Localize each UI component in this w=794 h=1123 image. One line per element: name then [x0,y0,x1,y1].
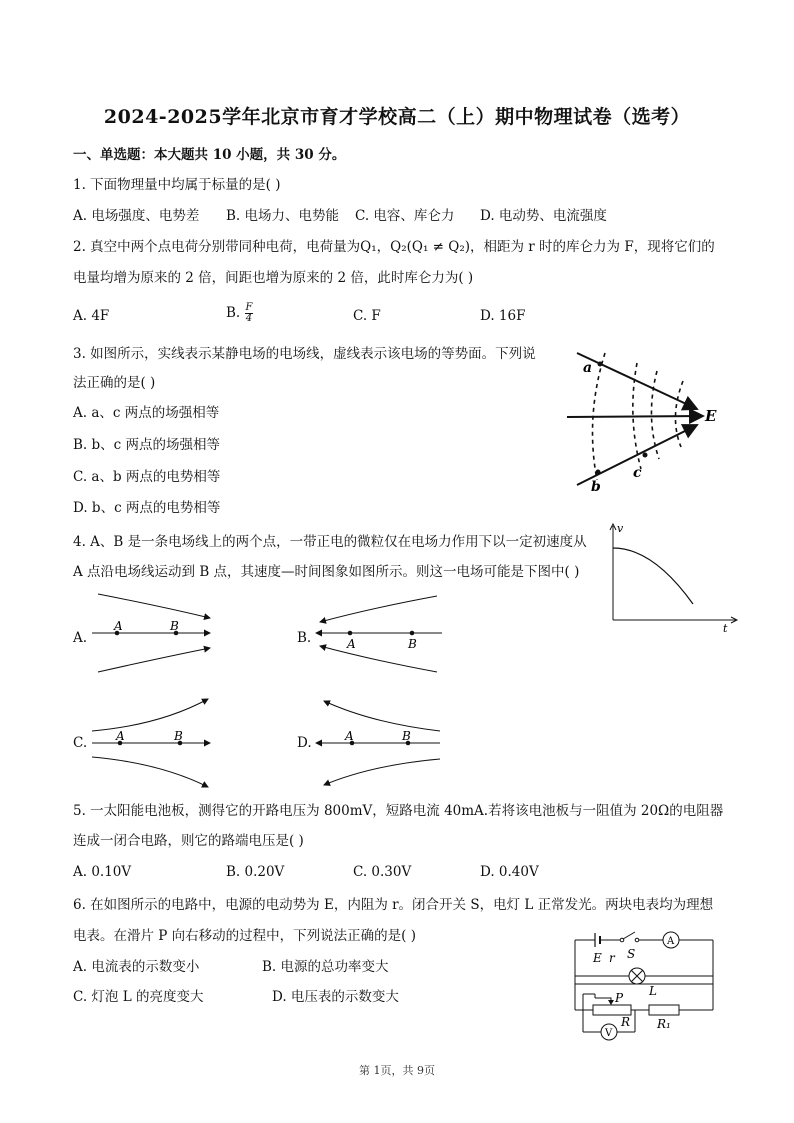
q3-option-a: A. a、c 两点的场强相等 [73,405,220,421]
q1-option-d: D. 电动势、电流强度 [480,208,607,224]
q3-option-b: B. b、c 两点的场强相等 [73,437,220,453]
equipotential-3 [651,371,659,459]
label-b: b [591,479,601,495]
ammeter-label: A [667,936,675,947]
q4-option-a-figure [90,590,220,680]
q4-stem-line2: A 点沿电场线运动到 B 点，其速度—时间图象如图所示。则这一电场可能是下图中( ) [73,564,580,580]
label-a: a [583,360,593,376]
q1-option-c: C. 电容、库仑力 [355,208,455,224]
q4b-point-A: A [347,637,356,651]
q2-option-b [226,303,253,324]
rheostat-R [593,1005,631,1015]
q4-option-d-label: D. [297,735,312,751]
q5-stem-line1: 5. 一太阳能电池板，测得它的开路电压为 800mV，短路电流 40mA.若将该电池板与一阻值为 20Ω的电阻器 [73,803,724,819]
page-footer: 第 1页，共 9页 [359,1064,435,1077]
q4-option-b-figure [312,590,447,680]
q4a-point-A: A [114,619,123,633]
q2-option-d: D. 16F [480,308,526,324]
q4c-point-A: A [116,729,125,743]
label-R: R [621,1015,631,1029]
q3-stem-line1: 3. 如图所示，实线表示某静电场的电场线，虚线表示该电场的等势面。下列说 [73,346,536,362]
label-R1: R₁ [657,1017,671,1031]
q4b-point-B: B [408,637,417,651]
label-S: S [627,947,636,961]
q1-option-a: A. 电场强度、电势差 [73,208,200,224]
q4-stem-line1: 4. A、B 是一条电场线上的两个点，一带正电的微粒仅在电场力作用下以一定初速度从 [73,534,587,550]
q2-option-c: C. F [353,308,381,324]
q5-option-c: C. 0.30V [353,864,412,880]
q6-option-b: B. 电源的总功率变大 [262,959,389,975]
q2-stem-line1: 2. 真空中两个点电荷分别带同种电荷，电荷量为Q₁，Q₂(Q₁ ≠ Q₂)，相距为 r 时的库仑力为 F，现将它们的 [73,239,715,255]
q4d-point-A: A [345,729,354,743]
page-title: 2024-2025学年北京市育才学校高二（上）期中物理试卷（选考） [103,106,691,128]
q2-option-b-fraction [245,303,254,324]
label-L: L [649,984,657,998]
q3-option-d: D. b、c 两点的电势相等 [73,500,221,516]
q3-option-c: C. a、b 两点的电势相等 [73,469,221,485]
q6-stem-line1: 6. 在如图所示的电路中，电源的电动势为 E，内阻为 r。闭合开关 S，电灯 L 正常发光。两块电表均为理想 [73,897,714,913]
q4d-point-B: B [402,729,411,743]
section-heading: 一、单选题：本大题共 10 小题，共 30 分。 [73,147,346,163]
q6-stem-line2: 电表。在滑片 P 向右移动的过程中，下列说法正确的是( ) [73,928,416,944]
vt-label-v: v [617,522,624,535]
resistor-R1 [649,1005,679,1015]
q6-option-c: C. 灯泡 L 的亮度变大 [73,989,204,1005]
q4-vt-graph [603,520,743,635]
field-line-middle [567,416,703,417]
vt-curve [613,548,693,604]
vt-label-t: t [723,622,728,635]
label-c: c [633,465,642,481]
q3-stem-line2: 法正确的是( ) [73,375,156,391]
equipotential-4 [675,381,683,447]
q4-option-c-label: C. [73,735,88,751]
q6-option-d: D. 电压表的示数变大 [272,989,399,1005]
q4-option-d-figure [312,695,447,790]
q2-option-b-numerator: F [245,302,253,313]
point-b [596,470,601,475]
q4-option-a-label: A. [73,630,88,646]
q1-option-b: B. 电场力、电势能 [226,208,340,224]
q4a-point-B: B [170,619,179,633]
q6-option-a: A. 电流表的示数变小 [73,959,200,975]
voltmeter-label: V [605,1028,613,1039]
q5-option-d: D. 0.40V [480,864,539,880]
slider-P [595,998,611,1005]
q2-option-b-denominator: 4 [245,313,253,324]
switch-blade [623,932,635,939]
q4c-point-B: B [174,729,183,743]
q4-option-c-figure [90,695,220,790]
q2-option-b-prefix: B. [226,305,241,321]
q6-circuit-diagram [565,928,725,1050]
q2-option-a: A. 4F [73,308,110,324]
q5-option-b: B. 0.20V [226,864,285,880]
q5-option-a: A. 0.10V [73,864,132,880]
q5-stem-line2: 连成一闭合电路，则它的路端电压是( ) [73,833,304,849]
q2-stem-line2: 电量均增为原来的 2 倍，间距也增为原来的 2 倍，此时库仑力为( ) [73,270,474,286]
q4-option-b-label: B. [297,630,312,646]
label-P: P [615,991,624,1005]
point-c [643,453,648,458]
label-E: E [705,407,717,425]
q1-stem: 1. 下面物理量中均属于标量的是( ) [73,177,281,193]
label-r: r [609,951,615,965]
label-E: E [593,951,602,965]
point-a [598,362,603,367]
q3-field-figure [565,345,725,495]
